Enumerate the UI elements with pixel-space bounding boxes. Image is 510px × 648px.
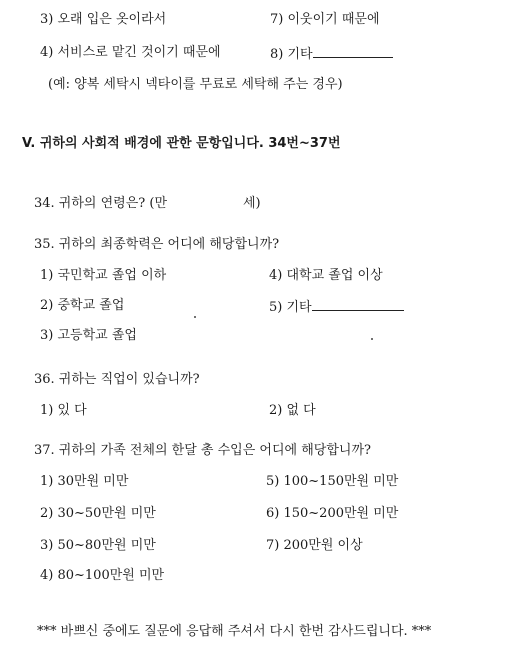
- q36-option-2: 2) 없 다: [269, 403, 316, 418]
- prev-option-3: 3) 오래 입은 옷이라서: [40, 12, 167, 27]
- q35-prompt: 35. 귀하의 최종학력은 어디에 해당합니까?: [34, 237, 280, 252]
- q35-option-4: 4) 대학교 졸업 이상: [269, 268, 383, 283]
- q35-option-3: 3) 고등학교 졸업: [40, 328, 137, 343]
- q37-option-4: 4) 80~100만원 미만: [40, 568, 165, 583]
- q35-option-5: [269, 298, 404, 316]
- q35-option-5-label: 5) 기타: [269, 300, 312, 315]
- prev-option-8: [270, 45, 393, 63]
- prev-option-7: 7) 이웃이기 때문에: [270, 12, 380, 27]
- prev-note: (예: 양복 세탁시 넥타이를 무료로 세탁해 주는 경우): [48, 77, 343, 92]
- section-v-title: V. 귀하의 사회적 배경에 관한 문항입니다. 34번~37번: [22, 136, 341, 151]
- q37-option-1: 1) 30만원 미만: [40, 474, 129, 489]
- q36-option-1: 1) 있 다: [40, 403, 87, 418]
- q37-prompt: 37. 귀하의 가족 전체의 한달 총 수입은 어디에 해당합니까?: [34, 443, 371, 458]
- prev-option-8-label: 8) 기타: [270, 47, 313, 62]
- q37-option-7: 7) 200만원 이상: [266, 538, 363, 553]
- closing-message: *** 바쁘신 중에도 질문에 응답해 주셔서 다시 한번 감사드립니다. ***: [37, 624, 432, 639]
- prev-option-8-blank: [313, 45, 393, 58]
- q35-option-5-blank: [312, 298, 404, 311]
- speck: [371, 338, 373, 340]
- q37-option-2: 2) 30~50만원 미만: [40, 506, 156, 521]
- q37-option-3: 3) 50~80만원 미만: [40, 538, 156, 553]
- q37-option-5: 5) 100~150만원 미만: [266, 474, 399, 489]
- q37-option-6: 6) 150~200만원 미만: [266, 506, 399, 521]
- q35-option-2: 2) 중학교 졸업: [40, 298, 125, 313]
- q36-prompt: 36. 귀하는 직업이 있습니까?: [34, 372, 200, 387]
- q34-prompt: 34. 귀하의 연령은? (만: [34, 196, 168, 211]
- speck: [194, 316, 196, 318]
- q34-suffix: 세): [243, 196, 261, 211]
- q35-option-1: 1) 국민학교 졸업 이하: [40, 268, 167, 283]
- prev-option-4: 4) 서비스로 맡긴 것이기 때문에: [40, 45, 221, 60]
